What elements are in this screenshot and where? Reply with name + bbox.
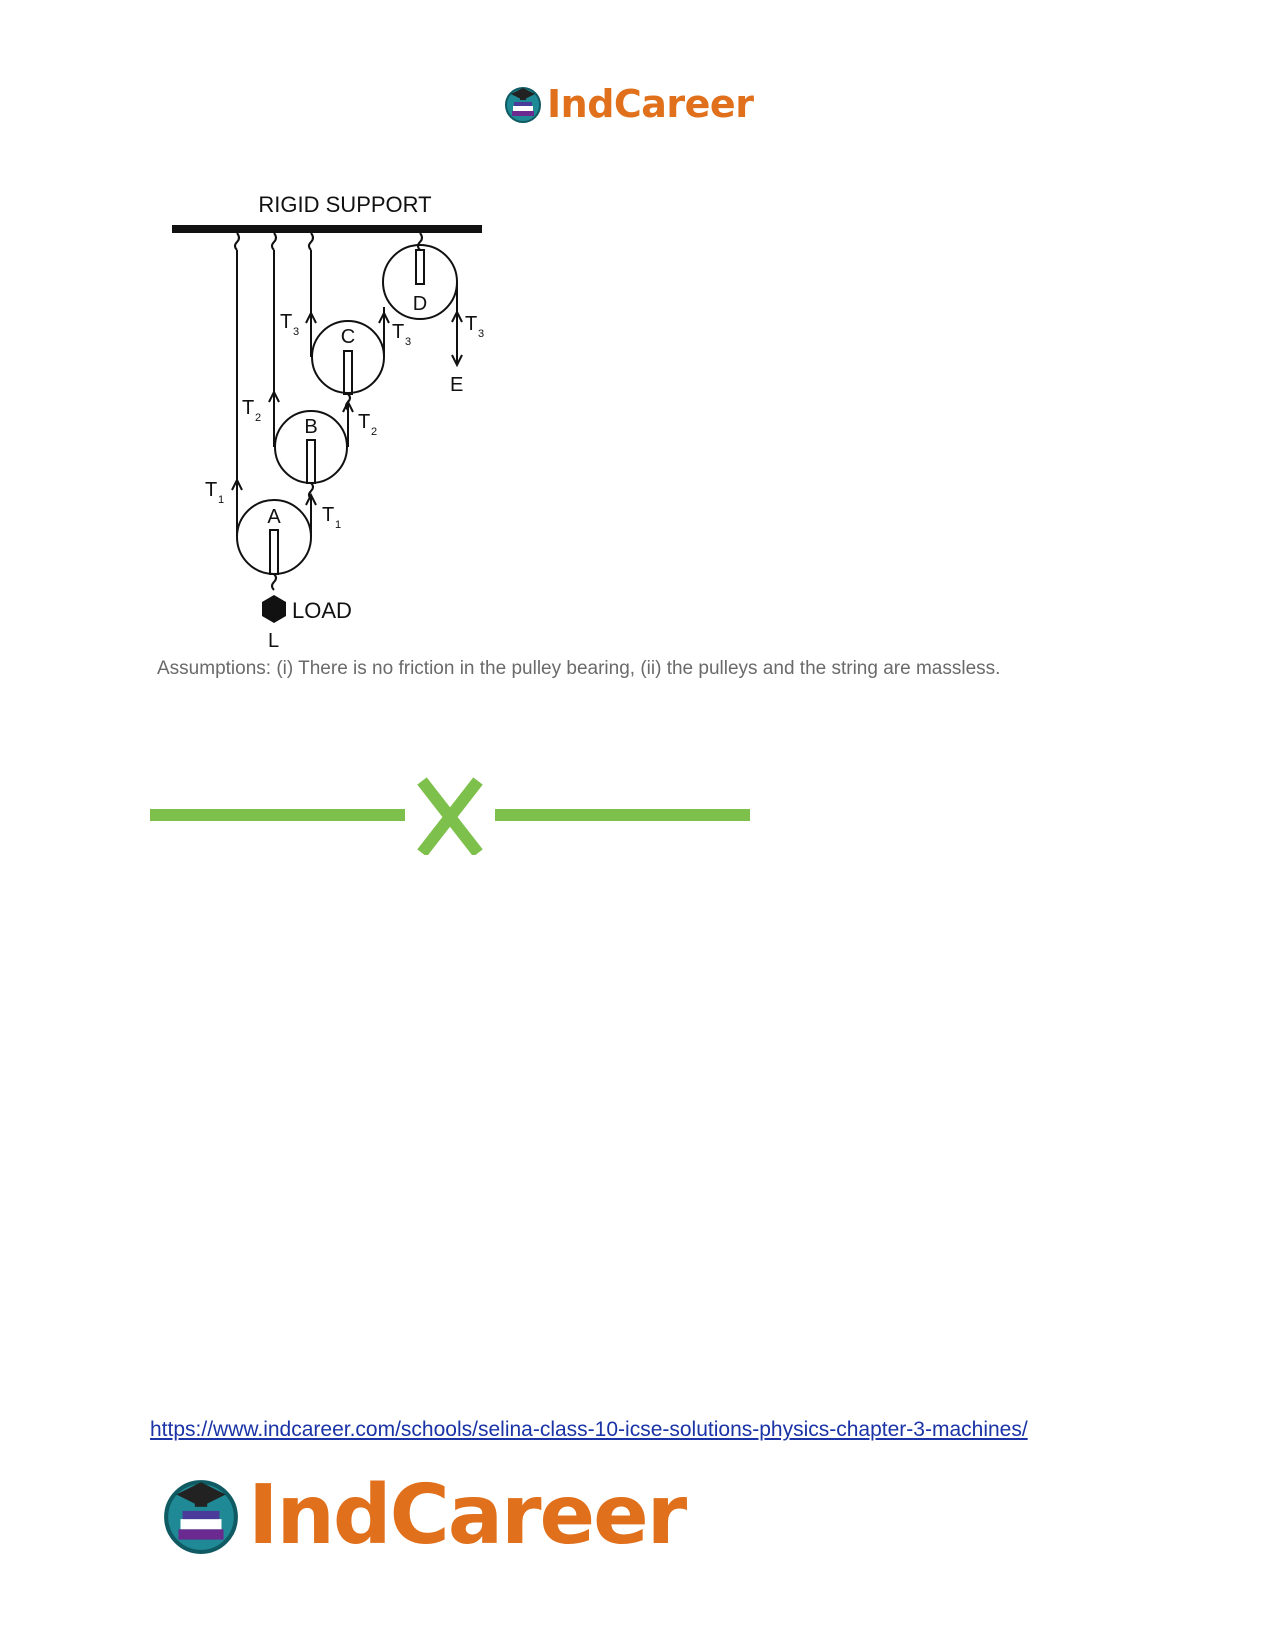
footer-logo-text: IndCareer [248, 1467, 686, 1563]
rigid-support-label: RIGID SUPPORT [258, 192, 432, 217]
tension-subscript: 3 [405, 336, 412, 348]
x-icon [422, 781, 478, 853]
tension-subscript: 2 [255, 412, 262, 424]
tension-subscript: 1 [335, 519, 342, 531]
effort-label: E [450, 374, 464, 396]
header-logo-text: IndCareer [547, 82, 754, 126]
tension-subscript: 3 [478, 328, 485, 340]
rigid-support-bar [172, 225, 482, 233]
tension-label: T [205, 479, 218, 501]
graduation-cap-books-globe-icon [503, 84, 543, 124]
tension-label: T [465, 313, 478, 335]
tension-subscript: 1 [218, 494, 225, 506]
pulley-a-label: A [267, 506, 281, 528]
section-separator [150, 775, 760, 855]
footer-logo [160, 1465, 720, 1565]
separator-line-right [495, 809, 750, 821]
tension-subscript: 3 [293, 326, 300, 338]
tension-label: T [280, 311, 293, 333]
separator-line-left [150, 809, 405, 821]
tension-label: T [322, 504, 335, 526]
pulley-b-label: B [304, 416, 318, 438]
load-weight [262, 595, 286, 623]
load-label: LOAD [292, 598, 352, 623]
pulley-diagram [155, 180, 500, 660]
tension-label: T [358, 411, 371, 433]
pulley-d-label: D [412, 293, 428, 315]
diagram-caption: Assumptions: (i) There is no friction in the pulley bearing, (ii) the pulleys and the string are massless. [157, 658, 1001, 679]
pulley-c-label: C [340, 326, 356, 348]
graduation-cap-books-globe-icon [160, 1474, 242, 1556]
footer-url-link[interactable]: https://www.indcareer.com/schools/selina-class-10-icse-solutions-physics-chapter-3-machines/ [150, 1418, 1028, 1441]
tension-label: T [392, 321, 405, 343]
tension-label: T [242, 397, 255, 419]
load-symbol-label: L [268, 630, 280, 652]
header-logo [503, 80, 773, 128]
tension-subscript: 2 [371, 426, 378, 438]
